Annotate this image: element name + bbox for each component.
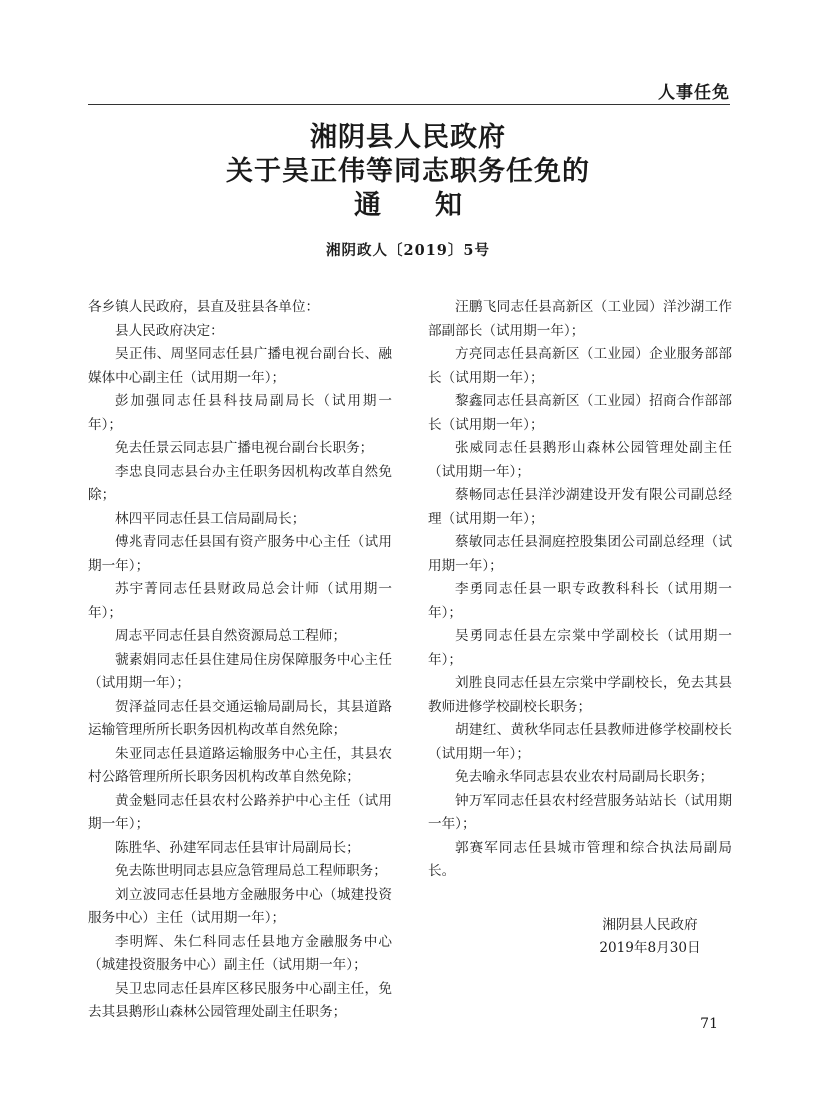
paragraph: 贺泽益同志任县交通运输局副局长，其县道路运输管理所所长职务因机构改革自然免除； xyxy=(88,698,392,738)
page-number: 71 xyxy=(700,1016,718,1032)
paragraph: 彭加强同志任县科技局副局长（试用期一年）； xyxy=(88,393,392,433)
paragraph: 免去任景云同志县广播电视台副台长职务； xyxy=(115,440,374,456)
signature-org: 湘阴县人民政府 xyxy=(602,917,698,933)
salutation: 各乡镇人民政府，县直及驻县各单位： xyxy=(88,299,320,315)
paragraph: 蔡敏同志任县洞庭控股集团公司副总经理（试用期一年）； xyxy=(428,534,732,574)
paragraph: 黎鑫同志任县高新区（工业园）招商合作部部长（试用期一年）； xyxy=(428,393,732,433)
section-label: 人事任免 xyxy=(658,83,730,103)
paragraph: 陈胜华、孙建军同志任县审计局副局长； xyxy=(115,839,360,856)
paragraph: 郭赛军同志任县城市管理和综合执法局副局长。 xyxy=(428,839,732,879)
paragraph: 苏宇菁同志任县财政局总会计师（试用期一年）； xyxy=(88,581,392,621)
paragraph: 钟万军同志任县农村经营服务站站长（试用期一年）； xyxy=(428,792,732,832)
paragraph: 李忠良同志县台办主任职务因机构改革自然免除； xyxy=(88,463,392,503)
paragraph: 吴勇同志任县左宗棠中学副校长（试用期一年）； xyxy=(428,628,732,668)
left-column xyxy=(88,296,392,1025)
title-line-2: 关于吴正伟等同志职务任免的 xyxy=(226,156,590,187)
paragraph: 方亮同志任县高新区（工业园）企业服务部部长（试用期一年）； xyxy=(428,346,732,386)
paragraph: 蔡畅同志任县洋沙湖建设开发有限公司副总经理（试用期一年）； xyxy=(428,487,732,527)
paragraph: 李勇同志任县一职专政教科科长（试用期一年）； xyxy=(428,581,732,621)
paragraph: 免去陈世明同志县应急管理局总工程师职务； xyxy=(115,863,387,879)
right-column xyxy=(428,296,732,884)
paragraph: 周志平同志任县自然资源局总工程师； xyxy=(115,628,347,644)
paragraph: 免去喻永华同志县农业农村局副局长职务； xyxy=(455,769,714,785)
paragraph: 李明辉、朱仁科同志任县地方金融服务中心（城建投资服务中心）副主任（试用期一年）； xyxy=(88,933,392,973)
paragraph: 吴卫忠同志任县库区移民服务中心副主任，免去其县鹅形山森林公园管理处副主任职务； xyxy=(88,980,392,1020)
paragraph: 刘立波同志任县地方金融服务中心（城建投资服务中心）主任（试用期一年）； xyxy=(88,886,392,926)
paragraph: 张威同志任县鹅形山森林公园管理处副主任（试用期一年）； xyxy=(428,440,732,480)
signature-date: 2019年8月30日 xyxy=(599,940,701,956)
paragraph: 刘胜良同志任县左宗棠中学副校长，免去其县教师进修学校副校长职务； xyxy=(428,675,732,715)
header-divider xyxy=(88,104,730,105)
title-line-3 xyxy=(0,189,816,223)
paragraph: 虢素娟同志任县住建局住房保障服务中心主任（试用期一年）； xyxy=(88,651,392,691)
title-char-1: 通 xyxy=(354,190,381,221)
paragraph: 胡建红、黄秋华同志任县教师进修学校副校长（试用期一年）； xyxy=(428,722,732,762)
document-number: 湘阴政人〔2019〕5号 xyxy=(326,242,490,259)
paragraph: 傅兆青同志任县国有资产服务中心主任（试用期一年）； xyxy=(88,534,392,574)
paragraph: 吴正伟、周坚同志任县广播电视台副台长、融媒体中心副主任（试用期一年）； xyxy=(88,346,392,386)
paragraph: 汪鹏飞同志任县高新区（工业园）洋沙湖工作部副部长（试用期一年）； xyxy=(428,299,732,339)
paragraph: 朱亚同志任县道路运输服务中心主任，其县农村公路管理所所长职务因机构改革自然免除； xyxy=(88,745,392,785)
paragraph: 县人民政府决定： xyxy=(115,322,224,339)
title-char-2: 知 xyxy=(435,190,462,221)
paragraph: 林四平同志任县工信局副局长； xyxy=(115,510,306,527)
title-line-1: 湘阴县人民政府 xyxy=(310,122,506,153)
paragraph: 黄金魁同志任县农村公路养护中心主任（试用期一年）； xyxy=(88,792,392,832)
